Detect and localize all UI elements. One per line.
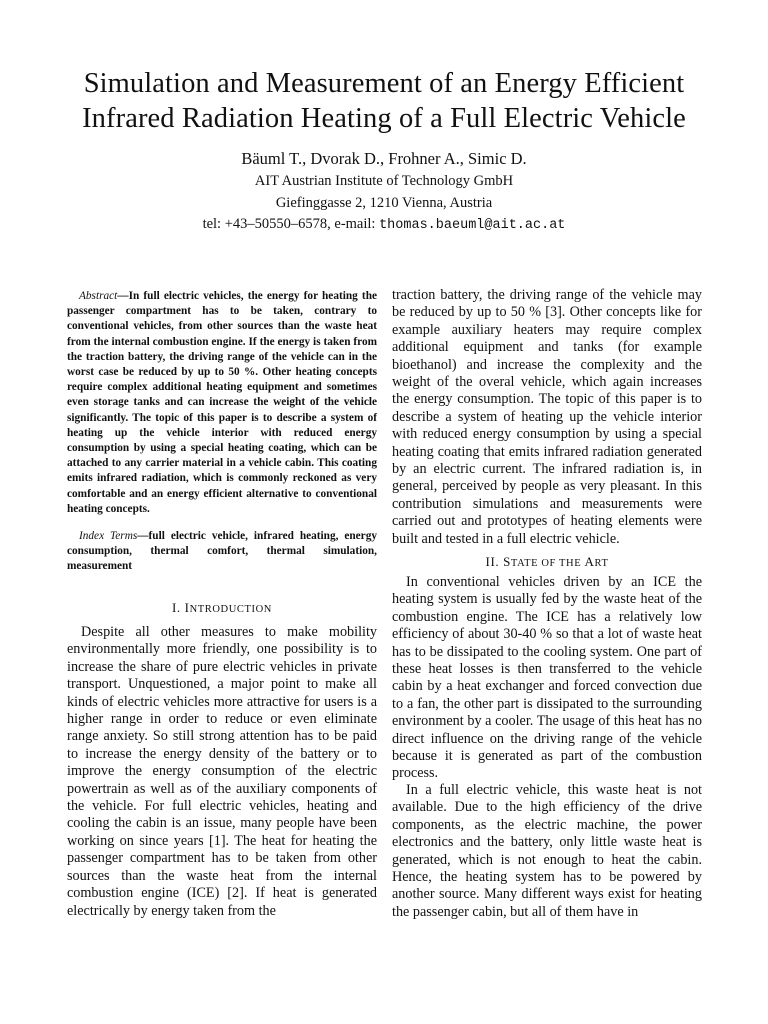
section-title-rest: NTRODUCTION — [189, 604, 272, 615]
section-title-cap: A — [584, 554, 595, 569]
introduction-paragraph: Despite all other measures to make mobility environmentally more friendly, one possibility is to increase the share of pure electric vehicles in private transport. Unquestioned, a major point to make all kinds of electric vehicles more attractive for users is a higher range in order to reduce or even eliminate range anxiety. So still strong attention has to be paid to increase the energy density of the battery or to improve the energy consumption of the electric powertrain as well as of the auxiliary components of the vehicle. For full electric vehicles, heating and cooling the cabin is an issue, many people have been working on since years [1]. The heat for heating the passenger compartment has to be taken from other sources than the waste heat from the internal combustion engine (ICE) [2]. If heat is generated electrically by energy taken from the — [67, 624, 377, 919]
section-number: II. — [485, 554, 504, 569]
state-of-art-paragraph-2: In a full electric vehicle, this waste heat is not available. Due to the high efficiency of the drive components, as the electric machine, the power electronics and the battery, only little waste heat is generated, which is not enough to heat the cabin. Hence, the heating system has to be powered by another source. Many different ways exist for heating the passenger cabin, but all of them have in — [392, 782, 702, 920]
affiliation-contact — [40, 214, 728, 236]
affiliation-address: Giefinggasse 2, 1210 Vienna, Austria — [275, 195, 493, 211]
section-title-cap: I — [184, 600, 190, 615]
section-number: I. — [171, 600, 185, 615]
affiliation-institution: AIT Austrian Institute of Technology GmbH — [254, 173, 514, 189]
section-title-rest: TATE OF THE — [510, 558, 585, 569]
index-terms-text: —full electric vehicle, infrared heating, energy consumption, thermal comfort, thermal simulation, measurement — [67, 530, 377, 573]
contact-email: thomas.baeuml@ait.ac.at — [379, 218, 566, 233]
abstract-lead: Abstract — [79, 290, 118, 302]
section-heading-state-of-the-art — [392, 554, 702, 570]
paper-title-line-2: Infrared Radiation Heating of a Full Electric Vehicle — [82, 103, 686, 134]
paper-title — [40, 66, 728, 136]
state-of-art-paragraph-1: In conventional vehicles driven by an ICE the heating system is usually fed by the waste heat of the combustion engine. The ICE has a relatively low efficiency of about 30-40 % so that a lot of waste heat has to be dissipated to the cooling system. One part of these heat losses is then transferred to the vehicle cabin by a heat exchanger and forced convection due to a fan, the other part is dissipated to the surrounding environment by a cooler. The usage of this heat has no direct influence on the driving range of the vehicle because it is generated as part of the combustion process. — [392, 574, 702, 782]
author-list: Bäuml T., Dvorak D., Frohner A., Simic D. — [241, 149, 527, 168]
section-heading-introduction — [67, 600, 377, 616]
introduction-continuation: traction battery, the driving range of the vehicle may be reduced by up to 50 % [3]. Other concepts like for example auxiliary heaters may require complex additional equipment and tanks (for example bioethanol) and increase the complexity and the weight of the overal vehicle, which again increases the energy consumption. The topic of this paper is to describe a system of heating up the vehicle interior with reduced energy consumption by using a special heating coating that emits infrared radiation generated by an electric current. The infrared radiation is, in general, perceived by people as very pleasant. In this contribution simulations and measurements were carried out and prototypes of heating elements were built and tested in a full electric vehicle. — [392, 287, 702, 547]
section-title-rest: RT — [594, 558, 609, 569]
abstract — [67, 289, 377, 517]
index-terms — [67, 529, 377, 575]
paper-title-line-1: Simulation and Measurement of an Energy Efficient — [83, 68, 685, 99]
index-terms-lead: Index Terms — [79, 530, 138, 542]
contact-phone: tel: +43–50550–6578, e-mail: — [202, 216, 380, 232]
section-title-cap: S — [503, 554, 511, 569]
abstract-text: —In full electric vehicles, the energy for heating the passenger compartment has to be taken, contrary to conventional vehicles, from other sources than the waste heat from the internal combustion engine. If the energy is taken from the traction battery, the driving range of the vehicle can in the worst case be reduced by up to 50 %. Other heating concepts require complex additional heating equipment and sometimes even storage tanks and can increase the weight of the vehicle significantly. The topic of this paper is to describe a system of heating up the vehicle interior with reduced energy consumption by using a special heating coating, which can be attached to any carrier material in a vehicle cabin. This coating emits infrared radiation, which is commonly reckoned as very comfortable and an energy efficient alternative to conventional heating concepts. — [67, 290, 377, 515]
